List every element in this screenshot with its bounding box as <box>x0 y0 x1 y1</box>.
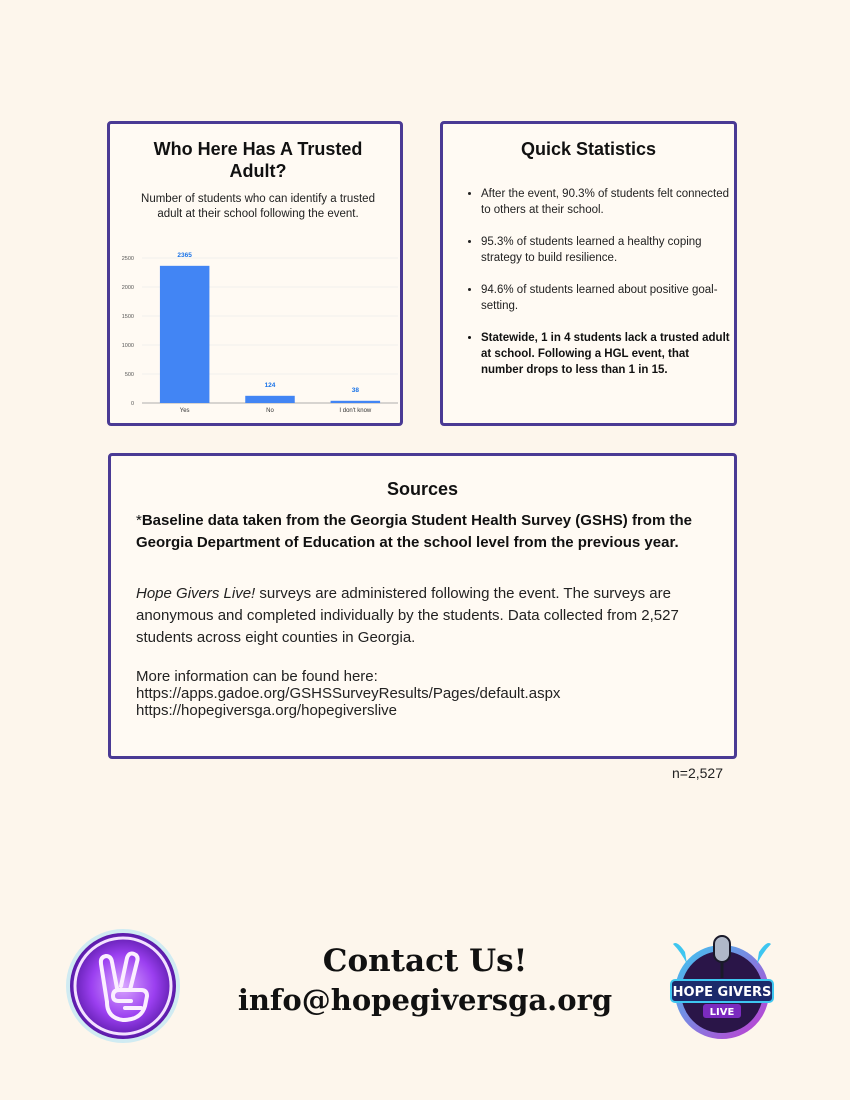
hopegivers-link[interactable]: https://hopegiversga.org/hopegiverslive <box>136 702 397 719</box>
data-label: 2365 <box>177 251 192 259</box>
baseline-note <box>136 510 726 554</box>
logo-line1: HOPE GIVERS <box>672 985 772 1000</box>
sources-card <box>108 453 737 759</box>
bar <box>245 396 294 403</box>
quick-statistics-card <box>440 121 737 426</box>
survey-description <box>136 583 726 649</box>
contact-email[interactable]: info@hopegiversga.org <box>237 983 613 1017</box>
x-tick-label: No <box>266 408 274 414</box>
data-label: 38 <box>351 386 359 394</box>
x-tick-label: I don't know <box>339 408 372 414</box>
baseline-text: Baseline data taken from the Georgia Student Health Survey (GSHS) from the Georgia Department of Education at the school level from the previous year. <box>136 512 692 551</box>
stat-item: • 94.6% of students learned about positive goal-setting. <box>481 282 731 314</box>
sample-size: n=2,527 <box>672 765 723 781</box>
y-tick-label: 2500 <box>121 256 134 262</box>
asterisk: * <box>136 512 142 529</box>
survey-text: surveys are administered following the event. The surveys are anonymous and completed individually by the students. Data collected from 2,527 students across eight counties in Georgia. <box>136 585 679 646</box>
y-tick-label: 1500 <box>121 314 134 320</box>
bar <box>160 266 209 403</box>
stat-item: • 95.3% of students learned a healthy coping strategy to build resilience. <box>481 234 731 266</box>
chart-title: Who Here Has A Trusted Adult? <box>153 139 363 181</box>
sources-title: Sources <box>386 479 459 499</box>
stat-item: • After the event, 90.3% of students felt connected to others at their school. <box>481 186 731 218</box>
y-tick-label: 2000 <box>121 285 134 291</box>
logo-line2: LIVE <box>709 1007 735 1018</box>
y-tick-label: 500 <box>124 372 134 378</box>
contact-heading: Contact Us! <box>322 943 528 979</box>
stats-list <box>467 186 731 394</box>
hope-givers-live-logo <box>667 930 777 1045</box>
gshs-link[interactable]: https://apps.gadoe.org/GSHSSurveyResults/Pages/default.aspx <box>136 685 561 702</box>
data-label: 124 <box>264 381 276 389</box>
bar <box>331 401 380 403</box>
chart-card <box>107 121 403 426</box>
x-tick-label: Yes <box>179 408 190 414</box>
stats-title: Quick Statistics <box>520 139 657 159</box>
peace-hand-icon <box>63 926 183 1046</box>
y-tick-label: 0 <box>130 401 134 407</box>
y-tick-label: 1000 <box>121 343 134 349</box>
program-name: Hope Givers Live! <box>136 585 256 602</box>
more-info <box>136 668 726 719</box>
stat-item-highlight: • Statewide, 1 in 4 students lack a trusted adult at school. Following a HGL event, that number drops to less than 1 in 15. <box>481 330 731 378</box>
chart-subtitle: Number of students who can identify a trusted adult at their school following the event. <box>141 193 375 220</box>
bar-chart <box>114 248 402 424</box>
more-info-label: More information can be found here: <box>136 668 378 685</box>
